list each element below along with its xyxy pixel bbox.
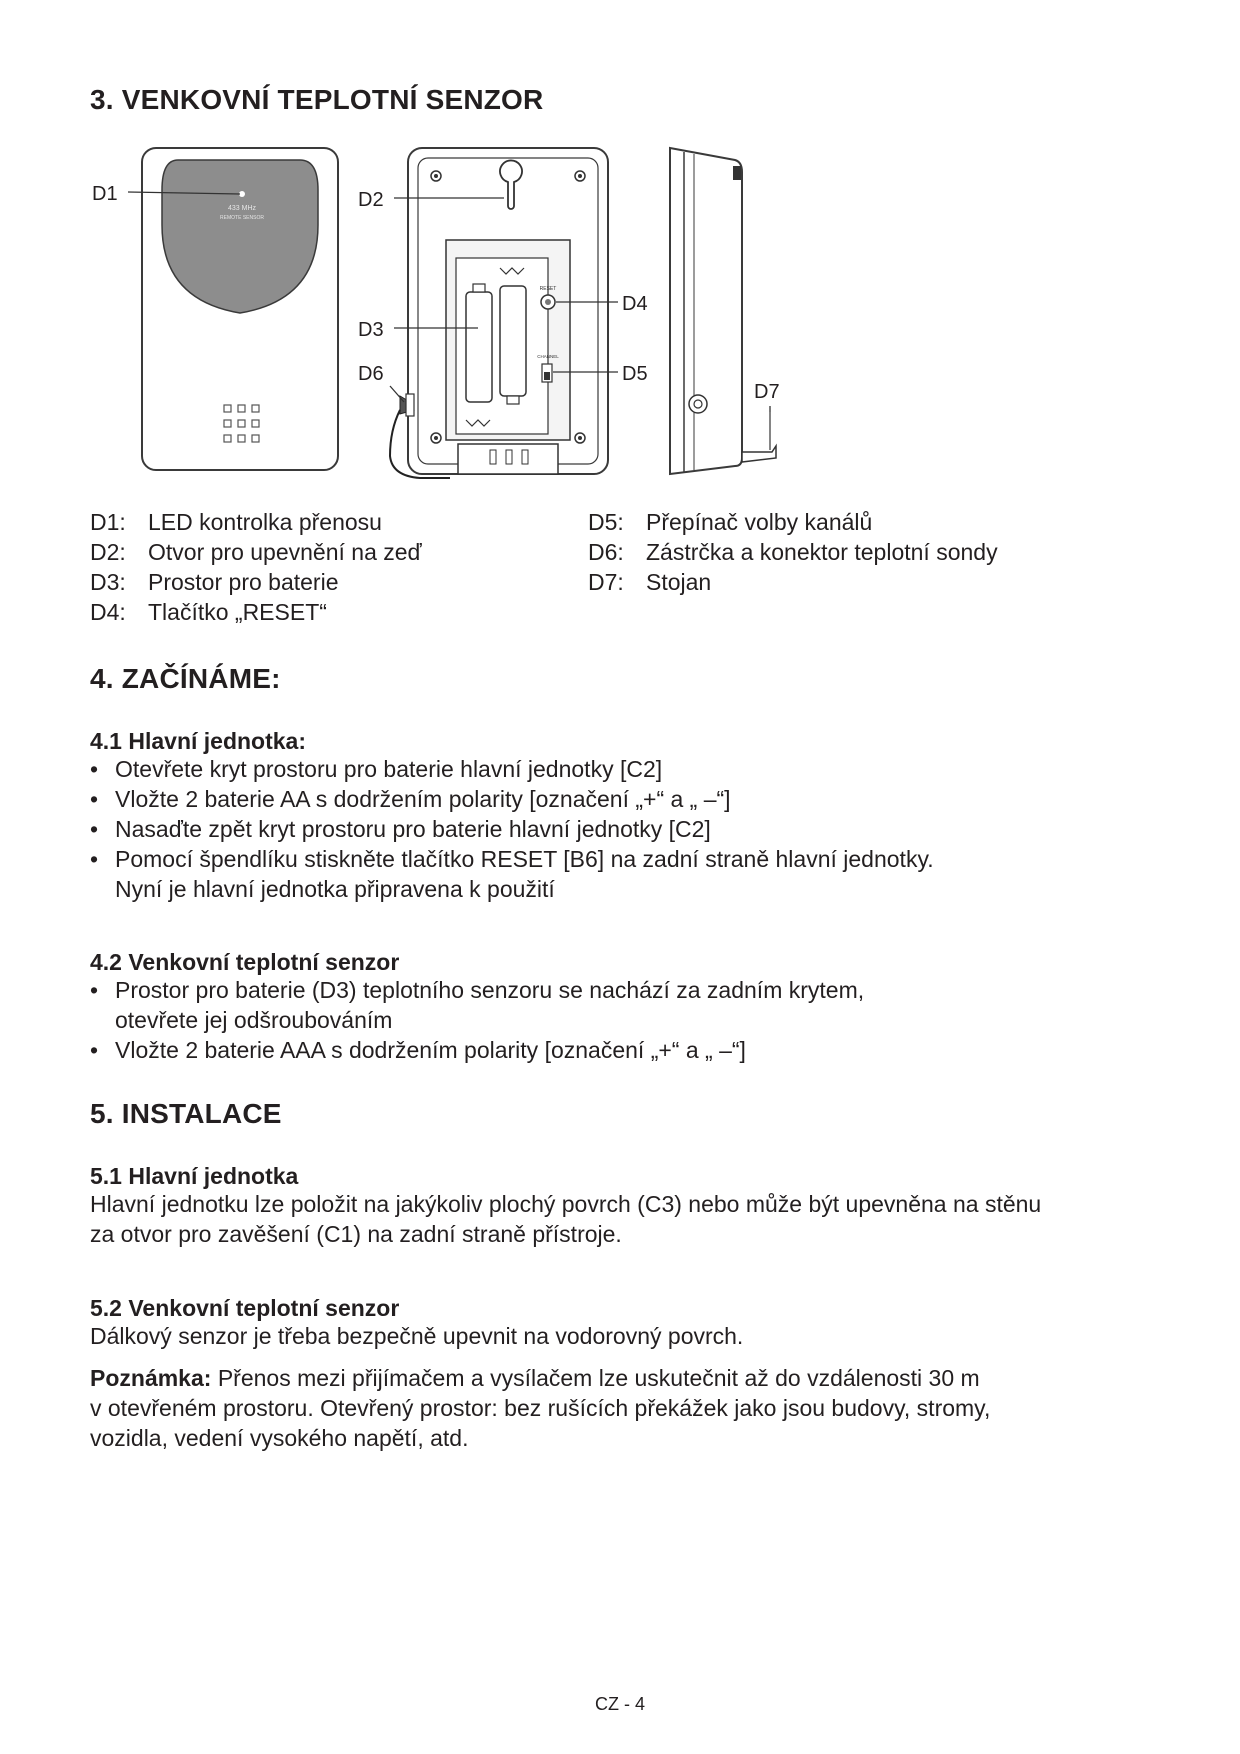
legend-text: Stojan [646,569,712,595]
paragraph-line: Dálkový senzor je třeba bezpečně upevnit na vodorovný povrch. [90,1323,744,1349]
note-label: Poznámka: [90,1365,212,1391]
list-item: • Vložte 2 baterie AA s dodržením polarity [označení „+“ a „ –“] [90,784,934,814]
note-line: vozidla, vedení vysokého napětí, atd. [90,1425,469,1451]
legend-item [90,537,422,567]
legend-code: D7: [588,569,624,595]
legend-item [90,507,422,537]
section-4-title: 4. ZAČÍNÁME: [90,663,281,694]
note-line: v otevřeném prostoru. Otevřený prostor: bez rušících překážek jako jsou budovy, stromy, [90,1395,991,1421]
legend-code: D3: [90,569,126,595]
battery-1-icon [466,292,492,402]
legend-text: Tlačítko „RESET“ [148,599,327,625]
legend-item [588,537,998,567]
sensor-front-view [142,148,338,470]
legend-text: Zástrčka a konektor teplotní sondy [646,539,998,565]
list-item: • Prostor pro baterie (D3) teplotního senzoru se nachází za zadním krytem, [90,975,864,1005]
sensor-side-view [670,148,776,474]
list-item-continuation: Nyní je hlavní jednotka připravena k použití [115,876,555,902]
list-item-continuation: otevřete jej odšroubováním [115,1007,393,1033]
legend-code: D1: [90,509,126,535]
sensor-model-text: REMOTE SENSOR [220,215,264,221]
channel-label-text: CHANNEL [537,354,559,359]
stand-icon [742,446,776,462]
paragraph-line: Hlavní jednotku lze položit na jakýkoliv plochý povrch (C3) nebo může být upevněna na stěnu [90,1191,1042,1217]
callout-d6: D6 [358,363,384,385]
legend-code: D5: [588,509,624,535]
reset-label-text: RESET [539,286,557,292]
legend-code: D2: [90,539,126,565]
legend-right [588,507,998,597]
legend-left [90,507,422,627]
legend-text: Otvor pro upevnění na zeď [148,539,422,565]
list-item: • Vložte 2 baterie AAA s dodržením polarity [označení „+“ a „ –“] [90,1035,746,1065]
battery-2-icon [500,286,526,396]
list-item: • Pomocí špendlíku stiskněte tlačítko RESET [B6] na zadní straně hlavní jednotky. [90,844,934,874]
list-item: • Otevřete kryt prostoru pro baterie hlavní jednotky [C2] [90,754,934,784]
subsection-4-2-title: 4.2 Venkovní teplotní senzor [90,949,400,975]
list-item: • Nasaďte zpět kryt prostoru pro baterie hlavní jednotky [C2] [90,814,934,844]
callout-d4: D4 [622,293,648,315]
callout-d5: D5 [622,363,648,385]
legend-item [90,597,422,627]
legend-item [90,567,422,597]
legend-item [588,507,998,537]
section-5-title: 5. INSTALACE [90,1098,282,1129]
legend-text: Prostor pro baterie [148,569,339,595]
legend-code: D6: [588,539,624,565]
page-number: CZ - 4 [594,1694,645,1714]
sensor-frequency-text: 433 MHz [227,205,257,212]
subsection-4-2-list [90,975,864,1005]
callout-d3: D3 [358,319,384,341]
callout-d1: D1 [92,183,118,205]
legend-text: LED kontrolka přenosu [148,509,382,535]
subsection-4-1-title: 4.1 Hlavní jednotka: [90,728,307,754]
legend-text: Přepínač volby kanálů [646,509,873,535]
note-text: Přenos mezi přijímačem a vysílačem lze uskutečnit až do vzdálenosti 30 m [217,1365,980,1391]
legend-item [588,567,998,597]
callout-d7: D7 [754,381,780,403]
callout-d2: D2 [358,189,384,211]
subsection-4-1-list [90,754,934,874]
section-3-title: 3. VENKOVNÍ TEPLOTNÍ SENZOR [90,84,544,115]
subsection-4-2-list-2 [90,1035,746,1065]
subsection-5-1-title: 5.1 Hlavní jednotka [90,1163,299,1189]
subsection-5-2-title: 5.2 Venkovní teplotní senzor [90,1295,400,1321]
paragraph-line: za otvor pro zavěšení (C1) na zadní straně přístroje. [90,1221,622,1247]
legend-code: D4: [90,599,126,625]
sensor-illustration [0,0,1240,500]
note-line [90,1363,980,1393]
